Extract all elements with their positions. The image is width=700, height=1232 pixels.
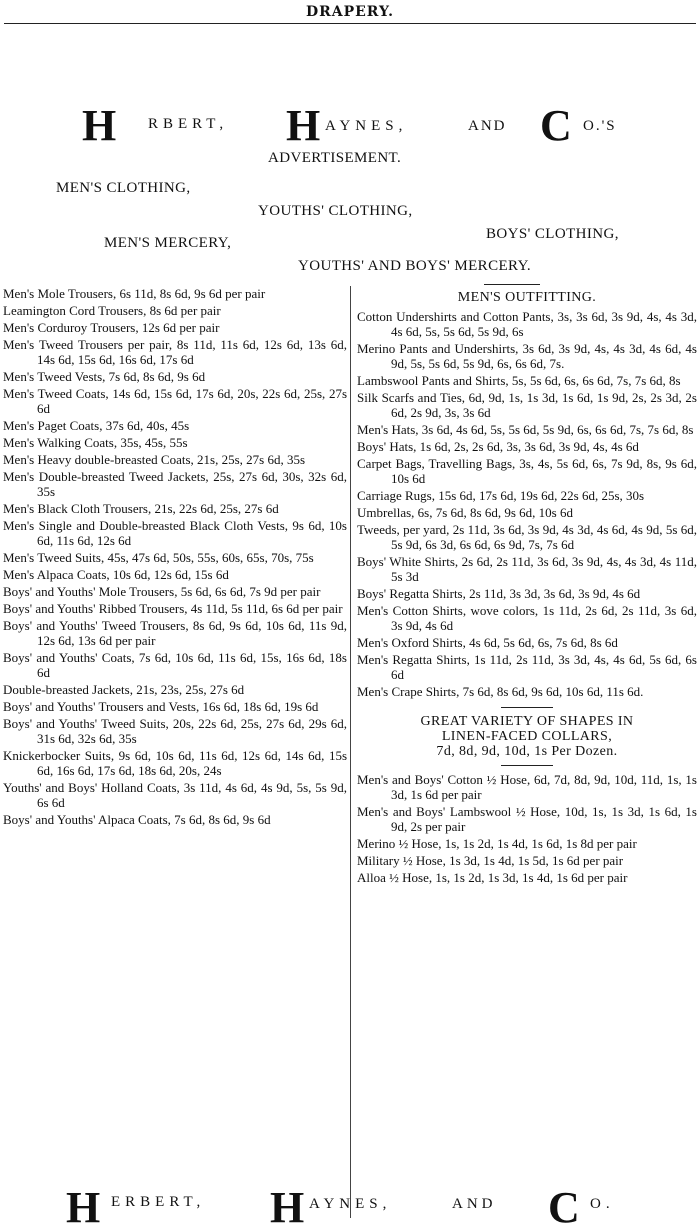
list-item: Boys' White Shirts, 2s 6d, 2s 11d, 3s 6d, 3s 9d, 4s, 4s 3d, 4s 11d, 5s 3d <box>357 554 697 584</box>
list-item: Men's and Boys' Cotton ½ Hose, 6d, 7d, 8d, 9d, 10d, 11d, 1s, 1s 3d, 1s 6d per pair <box>357 772 697 802</box>
category-mens-clothing: MEN'S CLOTHING, <box>56 180 191 196</box>
list-item: Men's Black Cloth Trousers, 21s, 22s 6d, 25s, 27s 6d <box>3 501 279 516</box>
column-divider <box>350 286 351 1218</box>
list-item: Men's Double-breasted Tweed Jackets, 25s, 27s 6d, 30s, 32s 6d, 35s <box>3 469 347 499</box>
collars-rule-top <box>501 707 553 708</box>
list-item: Men's Tweed Vests, 7s 6d, 8s 6d, 9s 6d <box>3 369 206 384</box>
list-item: Boys' and Youths' Coats, 7s 6d, 10s 6d, 11s 6d, 15s, 16s 6d, 18s 6d <box>3 650 347 680</box>
list-item: Carriage Rugs, 15s 6d, 17s 6d, 19s 6d, 22s 6d, 25s, 30s <box>357 488 645 503</box>
list-item: Boys' and Youths' Alpaca Coats, 7s 6d, 8s 6d, 9s 6d <box>3 812 271 827</box>
list-item: Umbrellas, 6s, 7s 6d, 8s 6d, 9s 6d, 10s 6d <box>357 505 573 520</box>
heading-word-herbert: RBERT, <box>148 116 229 132</box>
heading-word-haynes: AYNES, <box>325 118 408 134</box>
list-item: Boys' and Youths' Tweed Trousers, 8s 6d, 9s 6d, 10s 6d, 11s 9d, 12s 6d, 13s 6d per pair <box>3 618 347 648</box>
collars-line-2: LINEN-FACED COLLARS, <box>441 729 613 744</box>
heading-initial-h1: H <box>82 101 117 150</box>
advertisement-label: ADVERTISEMENT. <box>268 150 402 166</box>
clothing-price-list <box>3 286 347 829</box>
list-item: Men's Crape Shirts, 7s 6d, 8s 6d, 9s 6d, 10s 6d, 11s 6d. <box>357 684 644 699</box>
list-item: Men's Tweed Trousers per pair, 8s 11d, 11s 6d, 12s 6d, 13s 6d, 14s 6d, 15s 6d, 16s 6d, 17s 6d <box>3 337 347 367</box>
list-item: Men's Mole Trousers, 6s 11d, 8s 6d, 9s 6d per pair <box>3 286 266 301</box>
list-item: Merino ½ Hose, 1s, 1s 2d, 1s 4d, 1s 6d, 1s 8d per pair <box>357 836 637 851</box>
list-item: Men's Regatta Shirts, 1s 11d, 2s 11d, 3s 3d, 4s, 4s 6d, 5s 6d, 6s 6d <box>357 652 697 682</box>
list-item: Men's Cotton Shirts, wove colors, 1s 11d, 2s 6d, 2s 11d, 3s 6d, 3s 9d, 4s 6d <box>357 603 697 633</box>
list-item: Silk Scarfs and Ties, 6d, 9d, 1s, 1s 3d, 1s 6d, 1s 9d, 2s, 2s 3d, 2s 6d, 2s 9d, 3s, 3s 6d <box>357 390 697 420</box>
list-item: Carpet Bags, Travelling Bags, 3s, 4s, 5s 6d, 6s, 7s 9d, 8s, 9s 6d, 10s 6d <box>357 456 697 486</box>
category-youths-boys-mercery: YOUTHS' AND BOYS' MERCERY. <box>298 258 532 274</box>
list-item: Military ½ Hose, 1s 3d, 1s 4d, 1s 5d, 1s 6d per pair <box>357 853 624 868</box>
list-item: Boys' and Youths' Trousers and Vests, 16s 6d, 18s 6d, 19s 6d <box>3 699 319 714</box>
footer-word-and: AND <box>452 1196 497 1212</box>
outfitting-rule <box>484 284 540 285</box>
section-header: DRAPERY. <box>305 4 395 20</box>
list-item: Youths' and Boys' Holland Coats, 3s 11d, 4s 6d, 4s 9d, 5s, 5s 9d, 6s 6d <box>3 780 347 810</box>
heading-word-cos: O.'S <box>583 118 617 134</box>
category-youths-clothing: YOUTHS' CLOTHING, <box>258 203 413 219</box>
list-item: Leamington Cord Trousers, 8s 6d per pair <box>3 303 221 318</box>
footer-initial-h1: H <box>66 1183 101 1232</box>
list-item: Men's Single and Double-breasted Black Cloth Vests, 9s 6d, 10s 6d, 11s 6d, 12s 6d <box>3 518 347 548</box>
list-item: Boys' and Youths' Ribbed Trousers, 4s 11d, 5s 11d, 6s 6d per pair <box>3 601 343 616</box>
footer-word-co: O. <box>590 1196 615 1212</box>
list-item: Men's Tweed Suits, 45s, 47s 6d, 50s, 55s, 60s, 65s, 70s, 75s <box>3 550 314 565</box>
list-item: Men's Walking Coats, 35s, 45s, 55s <box>3 435 188 450</box>
list-item: Alloa ½ Hose, 1s, 1s 2d, 1s 3d, 1s 4d, 1s 6d per pair <box>357 870 628 885</box>
header-rule <box>4 23 696 24</box>
list-item: Men's and Boys' Lambswool ½ Hose, 10d, 1s, 1s 3d, 1s 6d, 1s 9d, 2s per pair <box>357 804 697 834</box>
footer-word-haynes: AYNES, <box>309 1196 392 1212</box>
list-item: Double-breasted Jackets, 21s, 23s, 25s, 27s 6d <box>3 682 245 697</box>
collars-line-1: GREAT VARIETY OF SHAPES IN <box>420 714 634 729</box>
list-item: Merino Pants and Undershirts, 3s 6d, 3s 9d, 4s, 4s 3d, 4s 6d, 4s 9d, 5s, 5s 6d, 5s 9d, 6s, 6s 6d, 7s. <box>357 341 697 371</box>
list-item: Men's Heavy double-breasted Coats, 21s, 25s, 27s 6d, 35s <box>3 452 306 467</box>
outfitting-price-list <box>357 286 697 887</box>
footer-word-herbert: ERBERT, <box>111 1194 206 1210</box>
footer-initial-c: C <box>548 1183 580 1232</box>
list-item: Boys' Hats, 1s 6d, 2s, 2s 6d, 3s, 3s 6d, 3s 9d, 4s, 4s 6d <box>357 439 639 454</box>
list-item: Men's Tweed Coats, 14s 6d, 15s 6d, 17s 6d, 20s, 22s 6d, 25s, 27s 6d <box>3 386 347 416</box>
list-item: Lambswool Pants and Shirts, 5s, 5s 6d, 6s, 6s 6d, 7s, 7s 6d, 8s <box>357 373 681 388</box>
heading-initial-h2: H <box>286 101 321 150</box>
outfitting-heading: MEN'S OUTFITTING. <box>457 290 597 305</box>
list-item: Men's Hats, 3s 6d, 4s 6d, 5s, 5s 6d, 5s 9d, 6s, 6s 6d, 7s, 7s 6d, 8s <box>357 422 694 437</box>
collars-rule-bottom <box>501 765 553 766</box>
list-item: Cotton Undershirts and Cotton Pants, 3s, 3s 6d, 3s 9d, 4s, 4s 3d, 4s 6d, 5s, 5s 6d, 5s 9d, 6s <box>357 309 697 339</box>
list-item: Boys' Regatta Shirts, 2s 11d, 3s 3d, 3s 6d, 3s 9d, 4s 6d <box>357 586 641 601</box>
list-item: Men's Alpaca Coats, 10s 6d, 12s 6d, 15s 6d <box>3 567 229 582</box>
heading-word-and: AND <box>468 118 507 134</box>
heading-initial-c: C <box>540 101 572 150</box>
list-item: Tweeds, per yard, 2s 11d, 3s 6d, 3s 9d, 4s 3d, 4s 6d, 4s 9d, 5s 6d, 5s 9d, 6s 3d, 6s 6d, 6s 9d, 7s, 7s 6d <box>357 522 697 552</box>
list-item: Boys' and Youths' Mole Trousers, 5s 6d, 6s 6d, 7s 9d per pair <box>3 584 321 599</box>
category-boys-clothing: BOYS' CLOTHING, <box>486 226 619 242</box>
list-item: Men's Paget Coats, 37s 6d, 40s, 45s <box>3 418 190 433</box>
collars-line-3: 7d, 8d, 9d, 10d, 1s Per Dozen. <box>436 744 618 759</box>
footer-initial-h2: H <box>270 1183 305 1232</box>
list-item: Men's Corduroy Trousers, 12s 6d per pair <box>3 320 220 335</box>
list-item: Knickerbocker Suits, 9s 6d, 10s 6d, 11s 6d, 12s 6d, 14s 6d, 15s 6d, 16s 6d, 17s 6d, 18s 6d, 20s, 24s <box>3 748 347 778</box>
list-item: Men's Oxford Shirts, 4s 6d, 5s 6d, 6s, 7s 6d, 8s 6d <box>357 635 618 650</box>
category-mens-mercery: MEN'S MERCERY, <box>104 235 232 251</box>
list-item: Boys' and Youths' Tweed Suits, 20s, 22s 6d, 25s, 27s 6d, 29s 6d, 31s 6d, 32s 6d, 35s <box>3 716 347 746</box>
